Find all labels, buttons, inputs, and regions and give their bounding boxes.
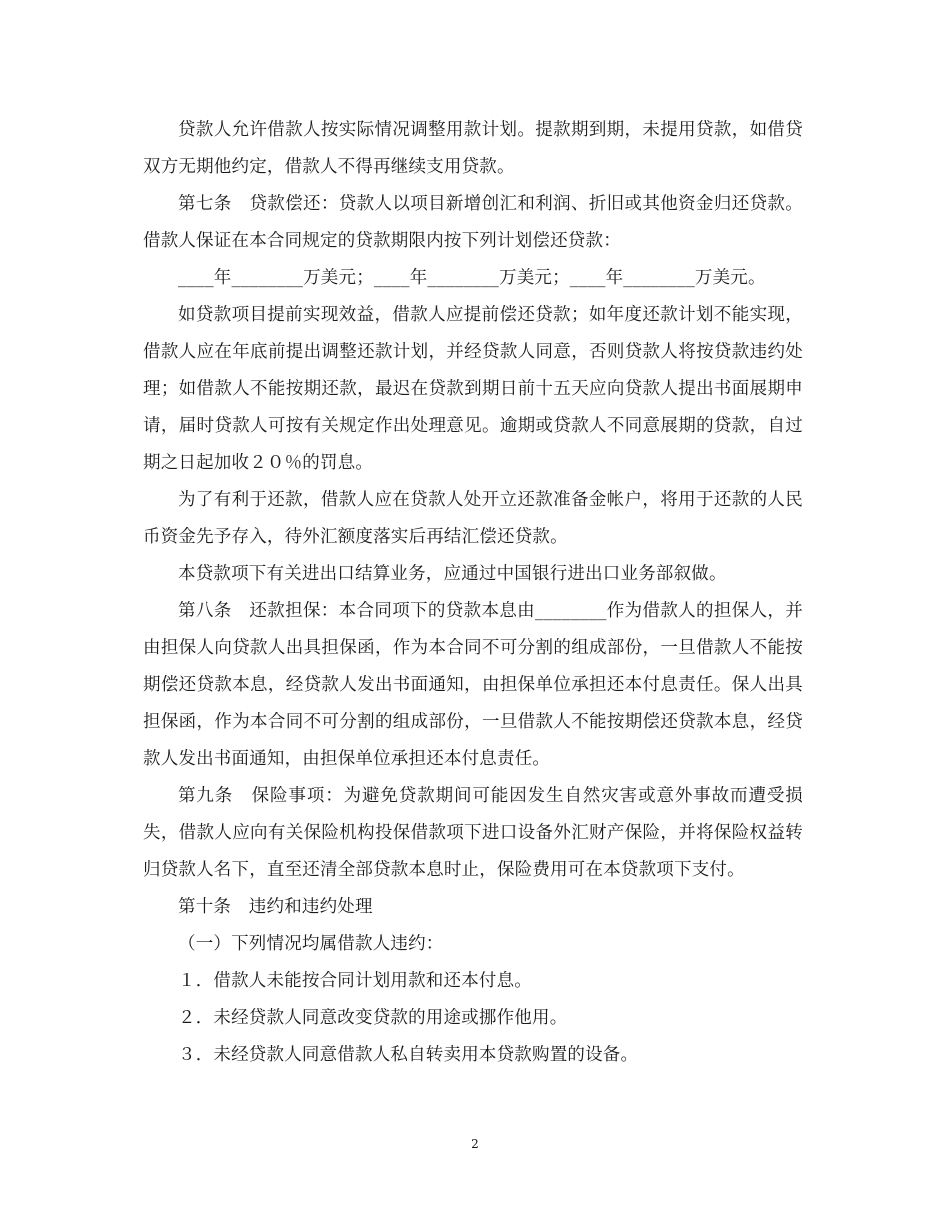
list-item-default-2: ２．未经贷款人同意改变贷款的用途或挪作他用。 <box>178 1008 568 1028</box>
paragraph-article-7-repayment: 第七条 贷款偿还：贷款人以项目新增创汇和利润、折旧或其他资金归还贷款。借款人保证在本合同规定的贷款期限内按下列计划偿还贷款： <box>143 194 803 251</box>
heading-article-10-default: 第十条 违约和违约处理 <box>178 897 373 917</box>
paragraph-early-repayment: 如贷款项目提前实现效益，借款人应提前偿还贷款；如年度还款计划不能实现，借款人应在年底前提出调整还款计划，并经贷款人同意，否则贷款人将按贷款违约处理；如借款人不能按期还款，最迟在贷款到期日前十五天应向贷款人提出书面展期申请，届时贷款人可按有关规定作出处理意见。逾期或贷款人不同意展期的贷款，自过期之日起加收２０％的罚息。 <box>143 305 803 473</box>
paragraph-settlement: 本贷款项下有关进出口结算业务，应通过中国银行进出口业务部叙做。 <box>178 564 727 584</box>
page-number: 2 <box>471 1137 479 1151</box>
list-item-default-1: １．借款人未能按合同计划用款和还本付息。 <box>178 971 532 991</box>
subheading-default-cases: （一）下列情况均属借款人违约： <box>178 934 444 954</box>
document-body <box>143 112 803 1074</box>
paragraph-reserve-account: 为了有利于还款，借款人应在贷款人处开立还款准备金帐户，将用于还款的人民币资金先予存入，待外汇额度落实后再结汇偿还贷款。 <box>143 490 803 547</box>
paragraph-article-9-insurance: 第九条 保险事项：为避免贷款期间可能因发生自然灾害或意外事故而遭受损失，借款人应向有关保险机构投保借款项下进口设备外汇财产保险，并将保险权益转归贷款人名下，直至还清全部贷款本息时止，保险费用可在本贷款项下支付。 <box>143 786 803 880</box>
paragraph-article-8-guarantee: 第八条 还款担保：本合同项下的贷款本息由________作为借款人的担保人，并由担保人向贷款人出具担保函，作为本合同不可分割的组成部份，一旦借款人不能按期偿还贷款本息，经贷款人发出书面通知，由担保单位承担还本付息责任。保人出具担保函，作为本合同不可分割的组成部份，一旦借款人不能按期偿还贷款本息，经贷款人发出书面通知，由担保单位承担还本付息责任。 <box>143 601 803 769</box>
paragraph-drawdown-adjustment: 贷款人允许借款人按实际情况调整用款计划。提款期到期，未提用贷款，如借贷双方无期他约定，借款人不得再继续支用贷款。 <box>143 120 803 177</box>
list-item-default-3: ３．未经贷款人同意借款人私自转卖用本贷款购置的设备。 <box>178 1045 639 1065</box>
paragraph-repayment-schedule: ____年________万美元；____年________万美元；____年________万美元。 <box>178 268 766 288</box>
